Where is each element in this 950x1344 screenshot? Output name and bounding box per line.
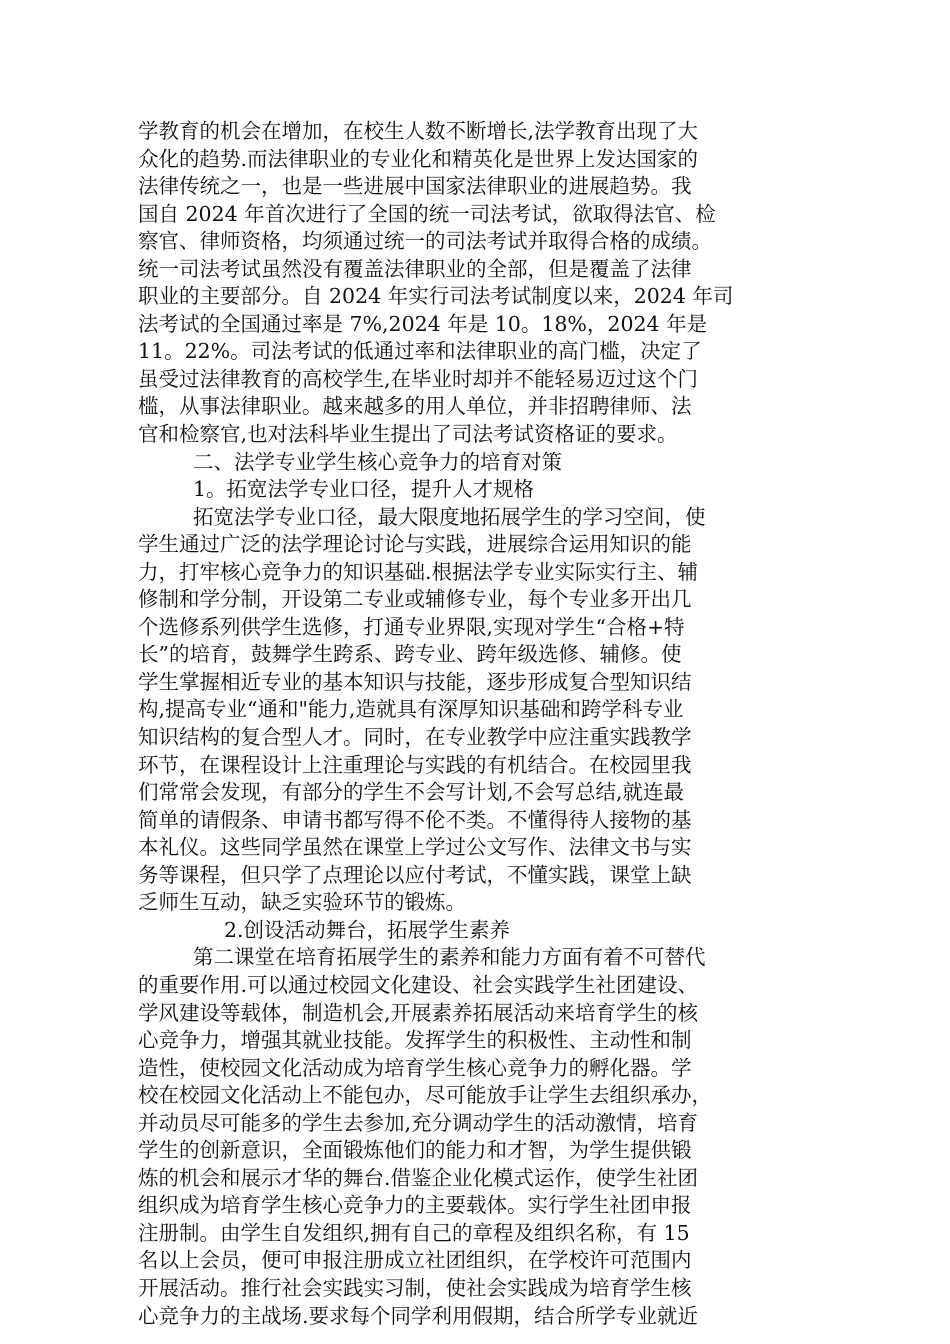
- text-line: 力，打牢核心竞争力的知识基础.根据法学专业实际实行主、辅: [138, 559, 699, 584]
- text-line: 学生掌握相近专业的基本知识与技能，逐步形成复合型知识结: [138, 669, 692, 694]
- text-line: 法考试的全国通过率是 7%,2024 年是 10。18%，2024 年是: [138, 311, 708, 336]
- text-line: 个选修系列供学生选修，打通专业界限,实现对学生“合格+特: [138, 614, 685, 639]
- text-line: 学生的创新意识，全面锻炼他们的能力和才智，为学生提供锻: [138, 1138, 692, 1163]
- text-line: 心竞争力，增强其就业技能。发挥学生的积极性、主动性和制: [138, 1028, 692, 1053]
- text-line: 1。拓宽法学专业口径，提升人才规格: [193, 477, 535, 502]
- text-line: 统一司法考试虽然没有覆盖法律职业的全部，但是覆盖了法律: [138, 256, 692, 281]
- text-line: 知识结构的复合型人才。同时，在专业教学中应注重实践教学: [138, 725, 692, 750]
- text-line: 务等课程，但只学了点理论以应付考试，不懂实践，课堂上缺: [138, 862, 692, 887]
- document-body: [138, 118, 818, 1330]
- text-line: 开展活动。推行社会实践实习制，使社会实践成为培育学生核: [138, 1275, 692, 1300]
- text-line: 注册制。由学生自发组织,拥有自己的章程及组织名称，有 15: [138, 1220, 690, 1245]
- text-line: 环节，在课程设计上注重理论与实践的有机结合。在校园里我: [138, 752, 692, 777]
- text-line: 乏师生互动，缺乏实验环节的锻炼。: [138, 890, 466, 915]
- text-line: 学风建设等载体，制造机会,开展素养拓展活动来培育学生的核: [138, 1000, 699, 1025]
- text-line: 并动员尽可能多的学生去参加,充分调动学生的活动激情，培育: [138, 1110, 699, 1135]
- text-line: 名以上会员，便可申报注册成立社团组织，在学校许可范围内: [138, 1248, 692, 1273]
- text-line: 修制和学分制，开设第二专业或辅修专业，每个专业多开出几: [138, 587, 692, 612]
- text-line: 槛，从事法律职业。越来越多的用人单位，并非招聘律师、法: [138, 394, 692, 419]
- text-line: 们常常会发现，有部分的学生不会写计划,不会写总结,就连最: [138, 780, 685, 805]
- text-line: 拓宽法学专业口径，最大限度地拓展学生的学习空间，使: [193, 504, 706, 529]
- text-line: 的重要作用.可以通过校园文化建设、社会实践学生社团建设、: [138, 972, 699, 997]
- text-line: 二、法学专业学生核心竞争力的培育对策: [193, 449, 562, 474]
- text-line: 学教育的机会在增加，在校生人数不断增长,法学教育出现了大: [138, 119, 699, 143]
- text-line: 长”的培育，鼓舞学生跨系、跨专业、跨年级选修、辅修。使: [138, 642, 682, 667]
- text-line: 察官、律师资格，均须通过统一的司法考试并取得合格的成绩。: [138, 229, 712, 254]
- text-line: 法律传统之一，也是一些进展中国家法律职业的进展趋势。我: [138, 174, 692, 199]
- text-line: 学生通过广泛的法学理论讨论与实践，进展综合运用知识的能: [138, 532, 692, 557]
- text-line: 第二课堂在培育拓展学生的素养和能力方面有着不可替代: [193, 945, 706, 970]
- text-line: 虽受过法律教育的高校学生,在毕业时却并不能轻易迈过这个门: [138, 366, 699, 391]
- text-line: 构,提高专业“通和"能力,造就具有深厚知识基础和跨学科专业: [138, 697, 684, 722]
- text-line: 职业的主要部分。自 2024 年实行司法考试制度以来，2024 年司: [138, 284, 734, 309]
- text-line: 国自 2024 年首次进行了全国的统一司法考试，欲取得法官、检: [138, 201, 716, 226]
- text-line: 本礼仪。这些同学虽然在课堂上学过公文写作、法律文书与实: [138, 835, 692, 860]
- text-line: 简单的请假条、申请书都写得不伦不类。不懂得待人接物的基: [138, 807, 692, 832]
- text-line: 心竞争力的主战场.要求每个同学利用假期，结合所学专业就近: [138, 1303, 699, 1328]
- text-line: 众化的趋势.而法律职业的专业化和精英化是世界上发达国家的: [138, 146, 699, 171]
- text-line: 造性，使校园文化活动成为培育学生核心竞争力的孵化器。学: [138, 1055, 692, 1080]
- text-line: 校在校园文化活动上不能包办，尽可能放手让学生去组织承办，: [138, 1083, 712, 1108]
- text-line: 2.创设活动舞台，拓展学生素养: [224, 917, 511, 942]
- text-line: 炼的机会和展示才华的舞台.借鉴企业化模式运作，使学生社团: [138, 1165, 699, 1190]
- text-line: 组织成为培育学生核心竞争力的主要载体。实行学生社团申报: [138, 1193, 692, 1218]
- text-line: 官和检察官,也对法科毕业生提出了司法考试资格证的要求。: [138, 422, 678, 447]
- text-line: 11。22%。司法考试的低通过率和法律职业的高门槛，决定了: [138, 339, 702, 364]
